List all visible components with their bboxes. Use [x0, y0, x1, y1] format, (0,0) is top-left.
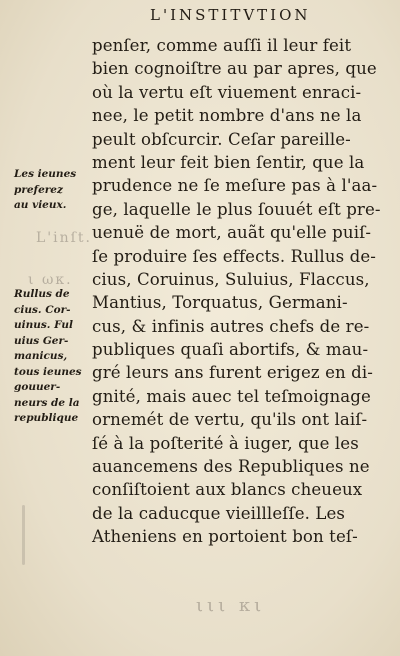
- body-line: ment leur feit bien ſentir, que la: [92, 152, 365, 172]
- show-through-text: ιιι κι: [196, 595, 266, 616]
- running-head: L'INSTITVTION: [150, 6, 311, 24]
- body-line: publiques quaſi abortifs, & mau-: [92, 340, 369, 360]
- body-text: [92, 34, 392, 549]
- body-line: cus, & infinis autres chefs de re-: [92, 316, 370, 336]
- body-line: où la vertu eſt viuement enraci-: [92, 82, 362, 102]
- show-through-text: L'inſt.: [36, 230, 92, 246]
- body-line: prudence ne ſe meſure pas à l'aa-: [92, 176, 378, 196]
- margin-note-young-governors: Rullus de cius. Cor- uinus. Ful uius Ger- manicus, tous ieunes gouuer- neurs de la republique: [14, 288, 82, 424]
- body-line: Mantius, Torquatus, Germani-: [92, 293, 348, 313]
- margin-note-young-preferred: Les ieunes preferez au vieux.: [14, 168, 77, 211]
- body-line: gnité, mais auec tel teſmoignage: [92, 386, 371, 406]
- page-stain: [22, 505, 25, 565]
- body-line: penſer, comme auſſi il leur feit: [92, 36, 352, 55]
- body-line: bien cognoiſtre au par apres, que: [92, 59, 377, 79]
- body-line: conſiſtoient aux blancs cheueux: [92, 480, 363, 500]
- body-line: ornemét de vertu, qu'ils ont laiſ-: [92, 410, 368, 430]
- margin-notes: [0, 0, 100, 656]
- body-line: Atheniens en portoient bon teſ-: [92, 527, 358, 547]
- body-line: cius, Coruinus, Suluius, Flaccus,: [92, 269, 370, 289]
- body-line: ſe produire ſes effects. Rullus de-: [92, 246, 376, 266]
- body-line: uenuë de mort, auãt qu'elle puiſ-: [92, 223, 372, 243]
- body-line: de la caducque vieillleſſe. Les: [92, 503, 346, 523]
- body-line: auancemens des Republiques ne: [92, 457, 370, 477]
- body-line: ge, laquelle le plus ſouuét eſt pre-: [92, 199, 381, 219]
- body-line: gré leurs ans furent erigez en di-: [92, 363, 374, 383]
- body-line: ſé à la poſterité à iuger, que les: [92, 433, 359, 453]
- body-line: peult obſcurcir. Ceſar pareille-: [92, 129, 351, 149]
- body-line: nee, le petit nombre d'ans ne la: [92, 106, 362, 126]
- show-through-text: ι ωκ.: [28, 272, 73, 288]
